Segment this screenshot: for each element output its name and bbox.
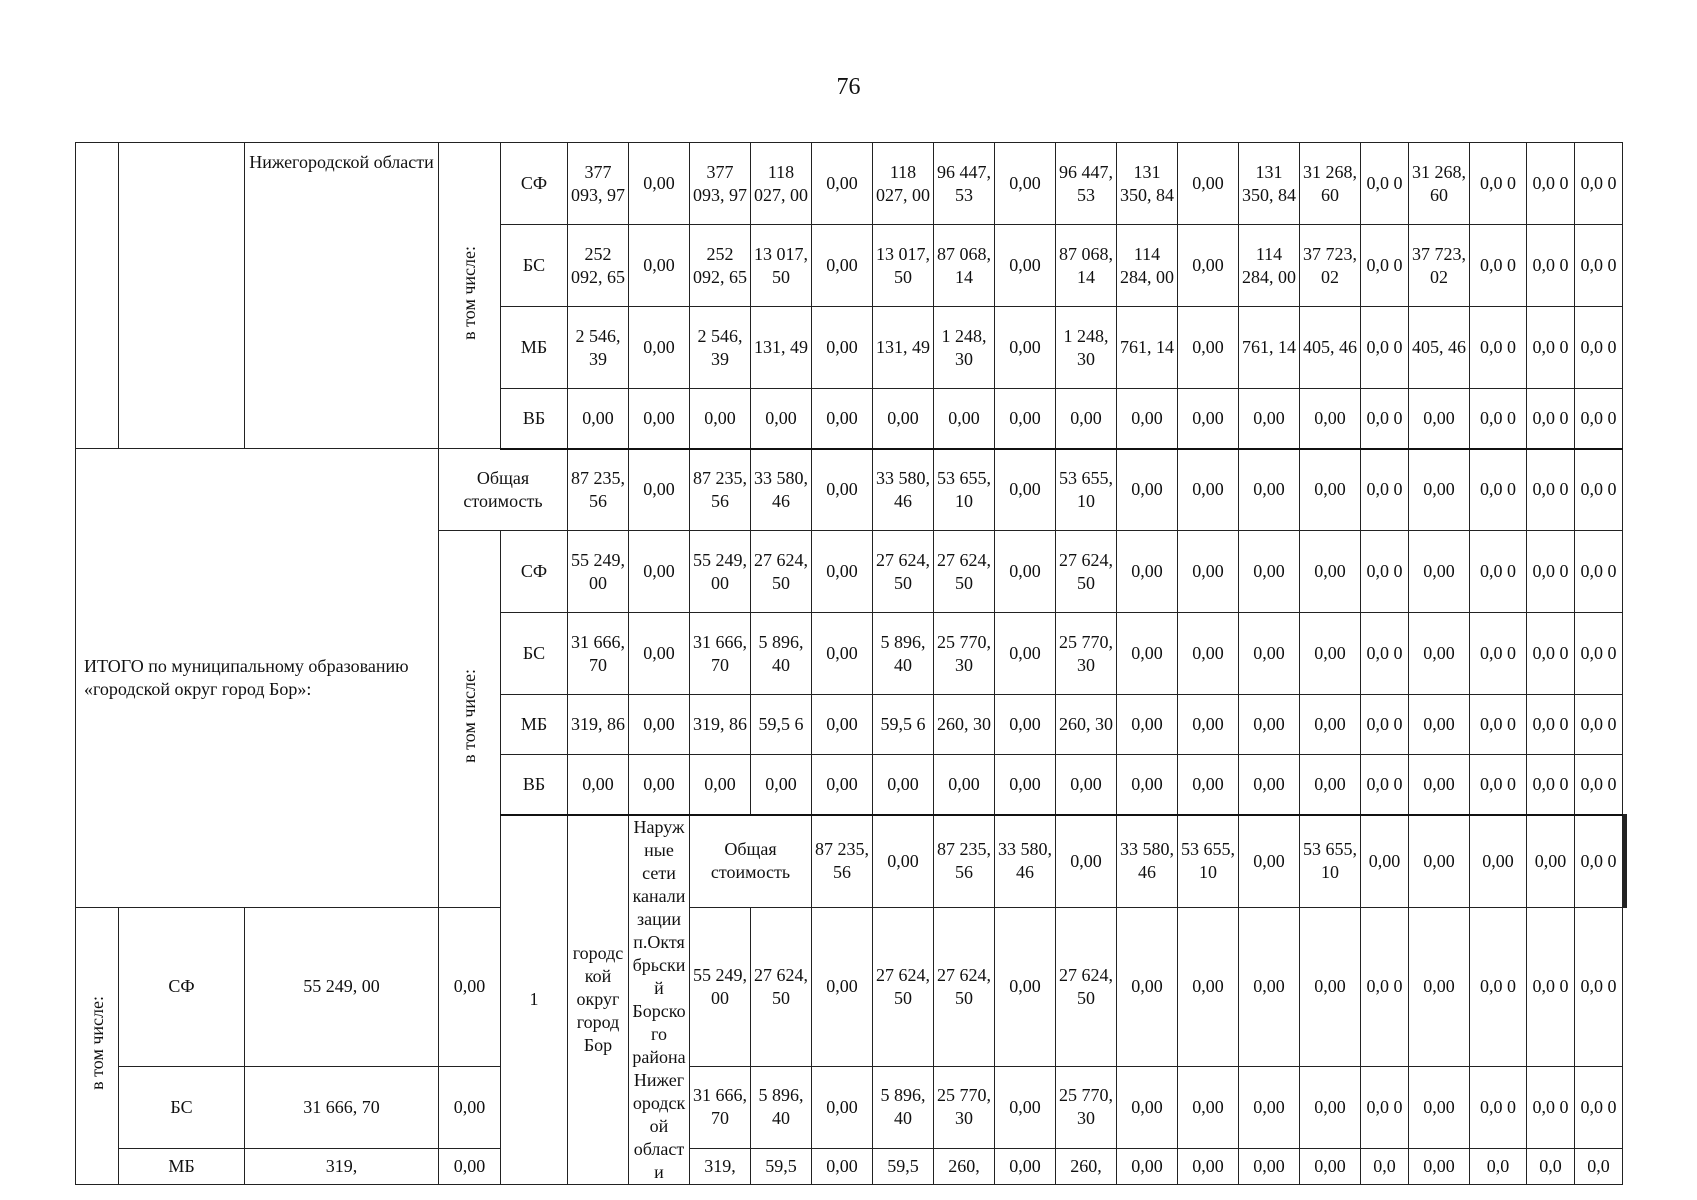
value-cell: 0,00 [812, 143, 873, 225]
value-cell: 0,0 0 [1470, 531, 1527, 613]
value-cell: 0,00 [629, 755, 690, 815]
value-cell: 31 268, 60 [1409, 143, 1470, 225]
value-cell: 0,0 0 [1575, 613, 1623, 695]
value-cell: 0,00 [995, 1148, 1056, 1184]
value-cell: 0,0 0 [1575, 908, 1623, 1067]
value-cell: 131, 49 [873, 307, 934, 389]
value-cell: 0,00 [812, 1148, 873, 1184]
value-cell: 0,00 [1056, 389, 1117, 449]
value-cell: 0,00 [1300, 755, 1361, 815]
value-cell: 0,00 [812, 389, 873, 449]
value-cell: 0,0 0 [1470, 1066, 1527, 1148]
value-cell: 37 723, 02 [1409, 225, 1470, 307]
value-cell: 0,0 0 [1361, 143, 1409, 225]
value-cell: 33 580, 46 [1117, 815, 1178, 908]
table-row [76, 1066, 1627, 1148]
value-cell: 0,0 0 [1361, 908, 1409, 1067]
municipality-cell: городской округ город Бор [568, 815, 629, 1185]
value-cell: 0,0 0 [1575, 449, 1623, 531]
value-cell: 0,0 0 [1575, 307, 1623, 389]
value-cell: 0,00 [995, 908, 1056, 1067]
value-cell: 260, [1056, 1148, 1117, 1184]
value-cell: 0,0 0 [1527, 225, 1575, 307]
in-total-label-cell [439, 143, 501, 449]
value-cell: 31 666, 70 [568, 613, 629, 695]
value-cell: 0,0 0 [1575, 815, 1623, 908]
value-cell: 0,0 0 [1361, 225, 1409, 307]
value-cell: 27 624, 50 [1056, 531, 1117, 613]
value-cell: 0,00 [1239, 613, 1300, 695]
fund-code: ВБ [501, 389, 568, 449]
value-cell: 0,00 [995, 143, 1056, 225]
value-cell: 0,00 [751, 755, 812, 815]
value-cell: 319, [690, 1148, 751, 1184]
value-cell: 0,00 [995, 389, 1056, 449]
fund-code: БС [501, 225, 568, 307]
value-cell: 0,00 [1361, 815, 1409, 908]
value-cell: 0,00 [1178, 695, 1239, 755]
value-cell: 0,00 [812, 695, 873, 755]
value-cell: 0,0 0 [1527, 1066, 1575, 1148]
value-cell: 0,00 [1409, 389, 1470, 449]
value-cell: 87 068, 14 [934, 225, 995, 307]
value-cell: 31 268, 60 [1300, 143, 1361, 225]
value-cell: 377 093, 97 [690, 143, 751, 225]
object-name-cell: Нижегородской области [245, 143, 439, 449]
value-cell: 260, 30 [934, 695, 995, 755]
row-number-cell: 1 [501, 815, 568, 1185]
value-cell: 0,00 [439, 1148, 501, 1184]
value-cell: 0,0 0 [1470, 695, 1527, 755]
value-cell: 31 666, 70 [690, 613, 751, 695]
value-cell: 55 249, 00 [690, 531, 751, 613]
value-cell: 761, 14 [1117, 307, 1178, 389]
value-cell: 0,00 [995, 613, 1056, 695]
value-cell: 0,00 [812, 613, 873, 695]
fund-code: БС [119, 1066, 245, 1148]
value-cell: 0,00 [1300, 449, 1361, 531]
value-cell: 0,00 [1300, 695, 1361, 755]
value-cell: 0,00 [1178, 225, 1239, 307]
value-cell: 0,0 0 [1361, 755, 1409, 815]
value-cell: 0,0 0 [1575, 1066, 1623, 1148]
value-cell: 0,00 [629, 225, 690, 307]
value-cell: 0,00 [1300, 613, 1361, 695]
value-cell: 0,00 [629, 307, 690, 389]
in-total-label: в том числе: [459, 669, 479, 763]
total-title-cell: ИТОГО по муниципальному образованию «городской округ город Бор»: [76, 449, 439, 908]
value-cell: 0,00 [812, 755, 873, 815]
value-cell: 59,5 6 [751, 695, 812, 755]
value-cell: 0,0 0 [1470, 613, 1527, 695]
value-cell: 0,00 [1117, 695, 1178, 755]
value-cell: 0,00 [812, 449, 873, 531]
value-cell: 0,00 [1117, 1148, 1178, 1184]
value-cell: 131 350, 84 [1117, 143, 1178, 225]
value-cell: 0,00 [1409, 531, 1470, 613]
value-cell: 405, 46 [1300, 307, 1361, 389]
value-cell: 25 770, 30 [934, 613, 995, 695]
value-cell: 0,00 [1178, 531, 1239, 613]
value-cell: 0,00 [1117, 449, 1178, 531]
value-cell: 0,00 [1117, 908, 1178, 1067]
value-cell: 53 655, 10 [1056, 449, 1117, 531]
value-cell [1626, 815, 1627, 908]
value-cell: 53 655, 10 [1178, 815, 1239, 908]
value-cell: 131, 49 [751, 307, 812, 389]
value-cell: 0,00 [812, 531, 873, 613]
value-cell: 0,0 0 [1470, 449, 1527, 531]
value-cell: 31 666, 70 [245, 1066, 439, 1148]
in-total-label: в том числе: [86, 995, 107, 1090]
value-cell: 0,00 [812, 225, 873, 307]
value-cell: 55 249, 00 [690, 908, 751, 1067]
value-cell: 0,0 0 [1575, 755, 1623, 815]
value-cell: 0,0 0 [1361, 449, 1409, 531]
value-cell: 0,0 0 [1361, 695, 1409, 755]
value-cell: 0,00 [629, 613, 690, 695]
value-cell: 0,00 [1300, 531, 1361, 613]
value-cell: 319, 86 [568, 695, 629, 755]
value-cell: 0,0 [1575, 1148, 1623, 1184]
fund-code: СФ [501, 531, 568, 613]
value-cell: 87 235, 56 [568, 449, 629, 531]
value-cell: 0,00 [1117, 1066, 1178, 1148]
value-cell: 0,00 [1300, 1066, 1361, 1148]
value-cell: 0,00 [568, 389, 629, 449]
value-cell: 87 235, 56 [812, 815, 873, 908]
num-cell [76, 143, 119, 449]
value-cell: 27 624, 50 [873, 908, 934, 1067]
value-cell: 0,0 0 [1575, 143, 1623, 225]
value-cell: 5 896, 40 [873, 613, 934, 695]
value-cell: 0,00 [1239, 815, 1300, 908]
table-row [76, 143, 1627, 225]
value-cell: 55 249, 00 [245, 908, 439, 1067]
table-row [76, 1148, 1627, 1184]
value-cell: 0,00 [1178, 1066, 1239, 1148]
value-cell: 405, 46 [1409, 307, 1470, 389]
value-cell: 27 624, 50 [873, 531, 934, 613]
value-cell: 59,5 6 [873, 695, 934, 755]
value-cell: 0,00 [1178, 613, 1239, 695]
value-cell: 0,0 [1527, 1148, 1575, 1184]
table-row [76, 908, 1627, 1067]
value-cell: 319, [245, 1148, 439, 1184]
value-cell: 0,00 [934, 389, 995, 449]
value-cell: 87 235, 56 [690, 449, 751, 531]
total-cost-label: Общая стоимость [439, 449, 568, 531]
value-cell: 5 896, 40 [751, 1066, 812, 1148]
value-cell: 0,00 [1056, 755, 1117, 815]
value-cell: 59,5 [873, 1148, 934, 1184]
value-cell: 0,00 [1409, 755, 1470, 815]
value-cell: 377 093, 97 [568, 143, 629, 225]
value-cell: 0,00 [1300, 908, 1361, 1067]
value-cell: 37 723, 02 [1300, 225, 1361, 307]
value-cell: 0,00 [995, 695, 1056, 755]
value-cell: 25 770, 30 [1056, 613, 1117, 695]
value-cell: 25 770, 30 [1056, 1066, 1117, 1148]
value-cell: 260, 30 [1056, 695, 1117, 755]
value-cell: 0,0 0 [1361, 613, 1409, 695]
value-cell: 0,00 [1239, 389, 1300, 449]
value-cell: 0,0 0 [1361, 307, 1409, 389]
value-cell: 0,00 [995, 449, 1056, 531]
value-cell: 0,00 [1239, 531, 1300, 613]
value-cell: 252 092, 65 [690, 225, 751, 307]
value-cell: 0,00 [1409, 449, 1470, 531]
value-cell: 114 284, 00 [1117, 225, 1178, 307]
value-cell: 0,00 [1527, 815, 1575, 908]
value-cell: 0,0 0 [1470, 908, 1527, 1067]
value-cell: 0,0 0 [1470, 143, 1527, 225]
value-cell: 96 447, 53 [934, 143, 995, 225]
value-cell: 27 624, 50 [1056, 908, 1117, 1067]
value-cell: 5 896, 40 [873, 1066, 934, 1148]
value-cell: 0,00 [629, 449, 690, 531]
value-cell: 1 248, 30 [1056, 307, 1117, 389]
value-cell: 96 447, 53 [1056, 143, 1117, 225]
value-cell: 0,00 [873, 815, 934, 908]
table-row [76, 449, 1627, 531]
value-cell: 0,00 [439, 1066, 501, 1148]
value-cell: 87 235, 56 [934, 815, 995, 908]
total-cost-label: Общая стоимость [690, 815, 812, 908]
value-cell: 0,0 0 [1527, 143, 1575, 225]
value-cell: 0,00 [873, 389, 934, 449]
value-cell: 0,00 [995, 1066, 1056, 1148]
value-cell: 0,0 0 [1575, 531, 1623, 613]
value-cell: 0,00 [1300, 1148, 1361, 1184]
value-cell: 0,00 [1409, 908, 1470, 1067]
fund-code: СФ [119, 908, 245, 1067]
value-cell: 0,00 [439, 908, 501, 1067]
value-cell: 0,0 0 [1527, 908, 1575, 1067]
value-cell: 31 666, 70 [690, 1066, 751, 1148]
value-cell: 0,00 [1178, 449, 1239, 531]
value-cell: 0,00 [1178, 1148, 1239, 1184]
value-cell: 0,00 [1239, 1148, 1300, 1184]
value-cell: 0,00 [1178, 908, 1239, 1067]
value-cell: 0,00 [812, 307, 873, 389]
page-number: 76 [836, 74, 861, 100]
value-cell: 114 284, 00 [1239, 225, 1300, 307]
value-cell: 0,00 [690, 389, 751, 449]
value-cell: 118 027, 00 [751, 143, 812, 225]
value-cell: 0,0 0 [1361, 389, 1409, 449]
value-cell: 0,0 0 [1527, 307, 1575, 389]
value-cell: 0,0 0 [1575, 225, 1623, 307]
value-cell: 0,00 [629, 143, 690, 225]
value-cell: 33 580, 46 [751, 449, 812, 531]
value-cell: 25 770, 30 [934, 1066, 995, 1148]
value-cell: 118 027, 00 [873, 143, 934, 225]
value-cell: 260, [934, 1148, 995, 1184]
value-cell: 0,00 [995, 531, 1056, 613]
value-cell: 0,00 [1117, 389, 1178, 449]
value-cell: 13 017, 50 [751, 225, 812, 307]
value-cell: 0,00 [1409, 695, 1470, 755]
fund-code: СФ [501, 143, 568, 225]
value-cell: 0,00 [629, 695, 690, 755]
fund-code: МБ [501, 695, 568, 755]
value-cell: 0,00 [934, 755, 995, 815]
value-cell: 0,0 0 [1361, 1066, 1409, 1148]
in-total-label-cell [76, 908, 119, 1185]
value-cell: 27 624, 50 [934, 531, 995, 613]
table-body [76, 143, 1627, 1185]
value-cell: 0,00 [812, 1066, 873, 1148]
value-cell: 0,00 [1470, 815, 1527, 908]
value-cell: 0,00 [1300, 389, 1361, 449]
value-cell: 87 068, 14 [1056, 225, 1117, 307]
value-cell: 0,0 0 [1470, 225, 1527, 307]
value-cell: 0,00 [1178, 143, 1239, 225]
value-cell: 2 546, 39 [690, 307, 751, 389]
value-cell: 33 580, 46 [995, 815, 1056, 908]
value-cell: 0,0 0 [1575, 695, 1623, 755]
value-cell: 0,00 [1239, 449, 1300, 531]
value-cell: 53 655, 10 [1300, 815, 1361, 908]
value-cell: 27 624, 50 [934, 908, 995, 1067]
value-cell: 0,00 [1239, 908, 1300, 1067]
value-cell: 0,0 0 [1470, 389, 1527, 449]
value-cell: 59,5 [751, 1148, 812, 1184]
fund-code: МБ [119, 1148, 245, 1184]
value-cell: 0,00 [995, 225, 1056, 307]
value-cell: 0,00 [1409, 815, 1470, 908]
fund-code: ВБ [501, 755, 568, 815]
value-cell: 0,0 0 [1527, 449, 1575, 531]
value-cell: 0,0 [1470, 1148, 1527, 1184]
value-cell: 0,00 [1178, 755, 1239, 815]
value-cell: 0,00 [1239, 755, 1300, 815]
value-cell: 0,0 0 [1527, 389, 1575, 449]
value-cell: 0,00 [1409, 1148, 1470, 1184]
value-cell: 0,00 [812, 908, 873, 1067]
value-cell: 33 580, 46 [873, 449, 934, 531]
value-cell: 0,00 [995, 307, 1056, 389]
value-cell: 5 896, 40 [751, 613, 812, 695]
value-cell: 761, 14 [1239, 307, 1300, 389]
fund-code: БС [501, 613, 568, 695]
value-cell: 0,00 [1239, 1066, 1300, 1148]
in-total-label: в том числе: [459, 245, 479, 340]
value-cell: 0,00 [690, 755, 751, 815]
value-cell: 0,00 [1117, 613, 1178, 695]
value-cell: 319, 86 [690, 695, 751, 755]
value-cell: 0,00 [751, 389, 812, 449]
object-name-cell: Наружные сети канализации п.Октябрьский Борского района Нижегородской области [629, 815, 690, 1185]
value-cell: 53 655, 10 [934, 449, 995, 531]
municipality-cell [119, 143, 245, 449]
value-cell: 0,0 0 [1470, 307, 1527, 389]
value-cell: 0,0 0 [1527, 613, 1575, 695]
value-cell: 13 017, 50 [873, 225, 934, 307]
value-cell: 0,0 0 [1575, 389, 1623, 449]
value-cell: 1 248, 30 [934, 307, 995, 389]
value-cell: 0,00 [1409, 1066, 1470, 1148]
budget-table [75, 142, 1627, 1185]
value-cell: 0,00 [873, 755, 934, 815]
fund-code: МБ [501, 307, 568, 389]
value-cell: 0,00 [1409, 613, 1470, 695]
value-cell: 0,00 [1117, 531, 1178, 613]
value-cell: 131 350, 84 [1239, 143, 1300, 225]
value-cell: 0,0 0 [1470, 755, 1527, 815]
value-cell: 0,0 0 [1527, 755, 1575, 815]
value-cell: 0,00 [629, 389, 690, 449]
value-cell: 0,0 [1361, 1148, 1409, 1184]
value-cell: 27 624, 50 [751, 531, 812, 613]
value-cell: 2 546, 39 [568, 307, 629, 389]
value-cell: 0,0 0 [1527, 531, 1575, 613]
value-cell: 252 092, 65 [568, 225, 629, 307]
value-cell: 0,00 [1239, 695, 1300, 755]
value-cell: 55 249, 00 [568, 531, 629, 613]
value-cell: 0,00 [1178, 389, 1239, 449]
value-cell: 0,00 [1117, 755, 1178, 815]
value-cell: 0,0 0 [1527, 695, 1575, 755]
value-cell: 0,0 0 [1361, 531, 1409, 613]
in-total-label-cell [439, 531, 501, 908]
value-cell: 0,00 [568, 755, 629, 815]
value-cell: 0,00 [1056, 815, 1117, 908]
value-cell: 0,00 [629, 531, 690, 613]
value-cell: 0,00 [995, 755, 1056, 815]
value-cell: 0,00 [1178, 307, 1239, 389]
value-cell: 27 624, 50 [751, 908, 812, 1067]
